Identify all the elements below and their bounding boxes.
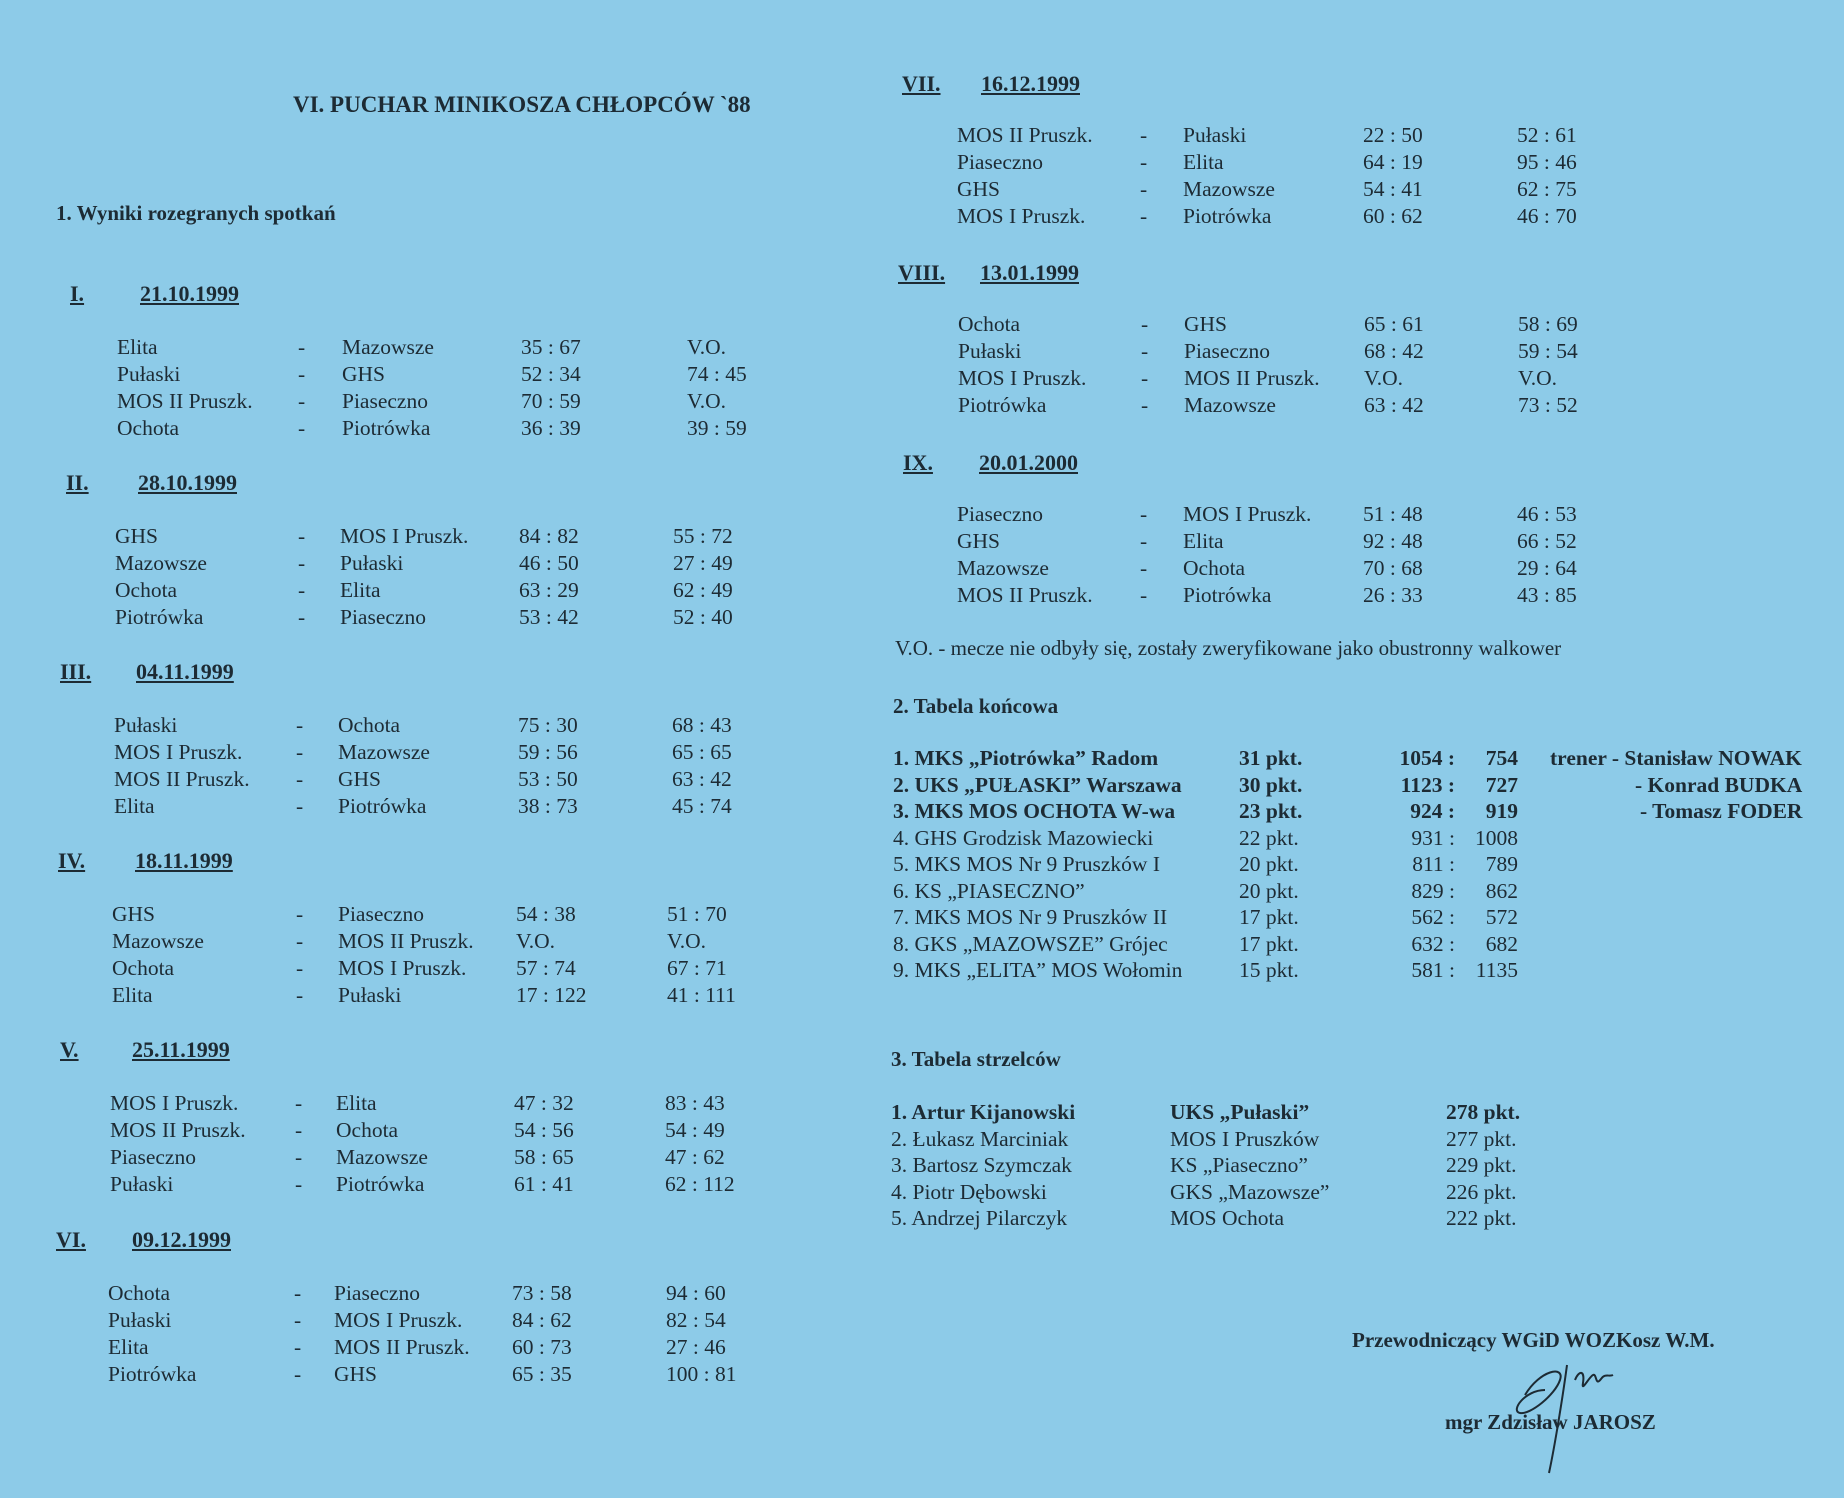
match-away: MOS II Pruszk.: [1184, 366, 1320, 390]
standings-points: 31 pkt.: [1239, 746, 1303, 770]
standings-coach: - Tomasz FODER: [1640, 799, 1803, 823]
standings-team: 5. MKS MOS Nr 9 Pruszków I: [893, 852, 1160, 876]
match-s2: 47 : 62: [665, 1145, 725, 1169]
match-away: Elita: [1183, 150, 1224, 174]
match-away: Piaseczno: [342, 389, 428, 413]
match-sep: -: [298, 389, 306, 413]
match-home: Ochota: [112, 956, 175, 980]
match-sep: -: [1140, 556, 1148, 580]
standings-points-for: 581 :: [1411, 958, 1455, 982]
match-s2: 54 : 49: [665, 1118, 725, 1142]
match-home: Mazowsze: [957, 556, 1049, 580]
standings-points-against: 862: [1485, 878, 1518, 903]
match-away: Piotrówka: [1183, 204, 1272, 228]
match-sep: -: [298, 416, 306, 440]
match-s1: 52 : 34: [521, 362, 581, 386]
match-sep: -: [294, 1335, 302, 1359]
standings-team: 4. GHS Grodzisk Mazowiecki: [893, 825, 1154, 850]
match-s1: 54 : 56: [514, 1118, 574, 1142]
standings-points-for: 632 :: [1411, 931, 1455, 956]
match-sep: -: [295, 1145, 303, 1169]
match-s2: 68 : 43: [672, 713, 732, 737]
standings-team: 1. MKS „Piotrówka” Radom: [893, 746, 1159, 770]
match-s1: 57 : 74: [516, 956, 576, 980]
match-s2: 66 : 52: [1517, 529, 1577, 553]
match-s2: V.O.: [687, 335, 727, 359]
match-sep: -: [296, 767, 304, 791]
match-s2: 82 : 54: [666, 1308, 726, 1332]
scorer-points: 229 pkt.: [1446, 1153, 1517, 1177]
match-home: MOS II Pruszk.: [957, 123, 1093, 147]
match-sep: -: [1140, 123, 1148, 147]
match-s1: 61 : 41: [514, 1172, 574, 1196]
round-date: 13.01.1999: [980, 260, 1079, 285]
match-home: Mazowsze: [115, 551, 207, 575]
match-s2: 43 : 85: [1517, 583, 1577, 607]
standings-points: 20 pkt.: [1239, 852, 1299, 876]
match-away: MOS II Pruszk.: [334, 1335, 470, 1359]
scorer-points: 277 pkt.: [1446, 1126, 1517, 1151]
match-s2: 100 : 81: [666, 1362, 737, 1386]
match-home: Piotrówka: [108, 1362, 197, 1386]
match-away: Mazowsze: [1184, 393, 1276, 417]
match-s1: 38 : 73: [518, 794, 578, 818]
match-s2: 55 : 72: [673, 524, 733, 548]
match-sep: -: [294, 1308, 302, 1332]
section-3-heading: 3. Tabela strzelców: [891, 1047, 1061, 1071]
standings-team: 6. KS „PIASECZNO”: [893, 878, 1085, 903]
vo-note: V.O. - mecze nie odbyły się, zostały zweryfikowane jako obustronny walkower: [895, 636, 1562, 660]
match-away: MOS I Pruszk.: [334, 1308, 463, 1332]
match-s1: 17 : 122: [516, 983, 587, 1007]
match-home: Ochota: [108, 1281, 171, 1305]
round-date: 21.10.1999: [140, 281, 239, 306]
match-s2: 52 : 40: [673, 605, 733, 629]
standings-coach: - Konrad BUDKA: [1635, 772, 1803, 797]
match-home: Piaseczno: [110, 1145, 196, 1169]
match-home: Pułaski: [108, 1308, 172, 1332]
standings-team: 8. GKS „MAZOWSZE” Grójec: [893, 931, 1168, 956]
match-s2: V.O.: [667, 929, 707, 953]
match-home: Elita: [108, 1335, 149, 1359]
match-home: GHS: [115, 524, 159, 548]
standings-points-against: 754: [1485, 746, 1518, 770]
standings-points-for: 829 :: [1411, 878, 1455, 903]
match-sep: -: [1141, 312, 1149, 336]
match-home: Pułaski: [114, 713, 178, 737]
match-sep: -: [1140, 502, 1148, 526]
match-home: Piotrówka: [958, 393, 1047, 417]
match-s2: 62 : 75: [1517, 177, 1577, 201]
match-away: Elita: [340, 578, 381, 602]
standings-points: 20 pkt.: [1239, 878, 1299, 903]
match-s1: 58 : 65: [514, 1145, 574, 1169]
match-away: Piotrówka: [342, 416, 431, 440]
scorer-name: 1. Artur Kijanowski: [891, 1100, 1076, 1124]
round-date: 09.12.1999: [132, 1227, 231, 1252]
match-away: GHS: [342, 362, 386, 386]
match-sep: -: [1141, 366, 1149, 390]
scorer-club: UKS „Pułaski”: [1170, 1100, 1310, 1124]
match-sep: -: [298, 605, 306, 629]
match-s1: 53 : 42: [519, 605, 579, 629]
standings-points-against: 789: [1485, 852, 1518, 876]
standings-points: 17 pkt.: [1239, 905, 1299, 929]
standings-points-for: 562 :: [1411, 905, 1455, 929]
scorer-club: KS „Piaseczno”: [1170, 1153, 1308, 1177]
match-s2: 46 : 70: [1517, 204, 1577, 228]
match-home: GHS: [112, 902, 156, 926]
match-sep: -: [295, 1118, 303, 1142]
match-s1: 64 : 19: [1363, 150, 1423, 174]
match-home: MOS II Pruszk.: [110, 1118, 246, 1142]
round-date: 20.01.2000: [979, 450, 1078, 475]
standings-points-for: 931 :: [1411, 825, 1455, 850]
scorer-club: MOS Ochota: [1170, 1206, 1285, 1230]
match-s1: 84 : 82: [519, 524, 579, 548]
match-s2: 83 : 43: [665, 1091, 725, 1115]
match-s1: 46 : 50: [519, 551, 579, 575]
match-home: MOS II Pruszk.: [957, 583, 1093, 607]
match-sep: -: [298, 335, 306, 359]
standings-points-for: 924 :: [1410, 799, 1455, 823]
standings-points-for: 1123 :: [1400, 772, 1455, 797]
match-s2: 62 : 112: [665, 1172, 735, 1196]
match-s2: 94 : 60: [666, 1281, 726, 1305]
round-number: IX.: [903, 450, 933, 475]
match-sep: -: [298, 578, 306, 602]
round-number: III.: [60, 659, 92, 684]
match-away: Pułaski: [338, 983, 402, 1007]
match-s1: 59 : 56: [518, 740, 578, 764]
match-away: Ochota: [1183, 556, 1246, 580]
standings-points-against: 919: [1485, 799, 1518, 823]
standings-team: 9. MKS „ELITA” MOS Wołomin: [893, 958, 1183, 982]
match-away: Piotrówka: [1183, 583, 1272, 607]
match-sep: -: [294, 1362, 302, 1386]
match-home: GHS: [957, 529, 1001, 553]
round-date: 25.11.1999: [132, 1037, 230, 1062]
match-s2: 51 : 70: [667, 902, 727, 926]
round-number: V.: [60, 1037, 79, 1062]
match-s1: 53 : 50: [518, 767, 578, 791]
match-home: Ochota: [958, 312, 1021, 336]
standings-points: 17 pkt.: [1239, 931, 1299, 956]
match-away: Piaseczno: [334, 1281, 420, 1305]
match-home: Elita: [117, 335, 158, 359]
match-s1: 70 : 68: [1363, 556, 1423, 580]
scorer-points: 278 pkt.: [1446, 1100, 1521, 1124]
signature-role: Przewodniczący WGiD WOZKosz W.M.: [1352, 1328, 1715, 1352]
match-s1: 60 : 62: [1363, 204, 1423, 228]
match-sep: -: [1140, 529, 1148, 553]
match-home: MOS I Pruszk.: [110, 1091, 239, 1115]
match-s2: 65 : 65: [672, 740, 732, 764]
match-s1: 60 : 73: [512, 1335, 572, 1359]
section-1-heading: 1. Wyniki rozegranych spotkań: [56, 201, 336, 225]
round-number: VII.: [902, 71, 941, 96]
match-sep: -: [294, 1281, 302, 1305]
match-sep: -: [295, 1091, 303, 1115]
match-s1: 35 : 67: [521, 335, 581, 359]
scorer-points: 226 pkt.: [1446, 1179, 1517, 1204]
match-s1: V.O.: [1364, 366, 1404, 390]
match-home: Ochota: [117, 416, 180, 440]
round-number: VIII.: [898, 260, 946, 285]
standings-points-for: 811 :: [1412, 852, 1455, 876]
match-away: Mazowsze: [342, 335, 434, 359]
match-home: Elita: [114, 794, 155, 818]
match-away: Piaseczno: [340, 605, 426, 629]
match-s2: V.O.: [687, 389, 727, 413]
match-away: MOS I Pruszk.: [340, 524, 469, 548]
match-away: Ochota: [338, 713, 401, 737]
round-number: IV.: [58, 848, 86, 873]
match-sep: -: [298, 362, 306, 386]
match-away: Ochota: [336, 1118, 399, 1142]
match-s1: 65 : 35: [512, 1362, 572, 1386]
section-2-heading: 2. Tabela końcowa: [893, 694, 1059, 718]
scorer-club: MOS I Pruszków: [1170, 1126, 1320, 1151]
match-home: MOS I Pruszk.: [957, 204, 1086, 228]
match-s2: 95 : 46: [1517, 150, 1577, 174]
match-s1: 68 : 42: [1364, 339, 1424, 363]
standings-points-for: 1054 :: [1399, 746, 1455, 770]
match-s1: V.O.: [516, 929, 556, 953]
match-away: Elita: [336, 1091, 377, 1115]
match-home: Ochota: [115, 578, 178, 602]
match-away: Pułaski: [1183, 123, 1247, 147]
scorer-points: 222 pkt.: [1446, 1206, 1517, 1230]
match-away: GHS: [338, 767, 382, 791]
document-title: VI. PUCHAR MINIKOSZA CHŁOPCÓW `88: [293, 92, 751, 117]
match-home: GHS: [957, 177, 1001, 201]
match-sep: -: [1141, 339, 1149, 363]
match-away: Piotrówka: [338, 794, 427, 818]
match-away: Elita: [1183, 529, 1224, 553]
scorer-name: 2. Łukasz Marciniak: [891, 1126, 1069, 1151]
match-home: Pułaski: [110, 1172, 174, 1196]
match-s2: 67 : 71: [667, 956, 727, 980]
match-s1: 54 : 38: [516, 902, 576, 926]
match-sep: -: [298, 524, 306, 548]
match-home: MOS I Pruszk.: [114, 740, 243, 764]
standings-team: 7. MKS MOS Nr 9 Pruszków II: [893, 905, 1168, 929]
match-s2: 29 : 64: [1517, 556, 1577, 580]
match-away: Mazowsze: [1183, 177, 1275, 201]
match-away: MOS I Pruszk.: [1183, 502, 1312, 526]
standings-points: 30 pkt.: [1239, 772, 1303, 797]
match-home: MOS II Pruszk.: [117, 389, 253, 413]
match-s2: 63 : 42: [672, 767, 732, 791]
match-home: Elita: [112, 983, 153, 1007]
signature-name: mgr Zdzisław JAROSZ: [1445, 1410, 1656, 1434]
match-home: Mazowsze: [112, 929, 204, 953]
standings-points-against: 572: [1485, 905, 1518, 929]
match-sep: -: [296, 794, 304, 818]
match-away: Mazowsze: [338, 740, 430, 764]
match-sep: -: [1140, 177, 1148, 201]
match-sep: -: [296, 929, 304, 953]
match-s2: 62 : 49: [673, 578, 733, 602]
match-away: Mazowsze: [336, 1145, 428, 1169]
match-s2: 73 : 52: [1518, 393, 1578, 417]
match-s1: 63 : 42: [1364, 393, 1424, 417]
match-away: Pułaski: [340, 551, 404, 575]
match-s2: 58 : 69: [1518, 312, 1578, 336]
match-sep: -: [1140, 150, 1148, 174]
standings-points-against: 727: [1485, 772, 1518, 797]
match-s2: 41 : 111: [667, 983, 736, 1007]
match-s1: 22 : 50: [1363, 123, 1423, 147]
match-away: Piotrówka: [336, 1172, 425, 1196]
match-s1: 26 : 33: [1363, 583, 1423, 607]
round-number: VI.: [56, 1227, 86, 1252]
match-sep: -: [1140, 583, 1148, 607]
scorer-name: 4. Piotr Dębowski: [891, 1179, 1047, 1204]
match-s1: 70 : 59: [521, 389, 581, 413]
round-number: I.: [70, 281, 85, 306]
match-s2: 27 : 46: [666, 1335, 726, 1359]
match-away: GHS: [334, 1362, 378, 1386]
match-away: MOS I Pruszk.: [338, 956, 467, 980]
standings-points-against: 1008: [1475, 825, 1518, 850]
round-number: II.: [66, 470, 89, 495]
match-away: GHS: [1184, 312, 1228, 336]
match-sep: -: [1140, 204, 1148, 228]
match-home: MOS II Pruszk.: [114, 767, 250, 791]
scorer-name: 3. Bartosz Szymczak: [891, 1153, 1072, 1177]
match-s2: 45 : 74: [672, 794, 732, 818]
standings-coach: trener - Stanisław NOWAK: [1550, 746, 1802, 770]
match-away: MOS II Pruszk.: [338, 929, 474, 953]
match-s2: 46 : 53: [1517, 502, 1577, 526]
scorer-name: 5. Andrzej Pilarczyk: [891, 1206, 1068, 1230]
standings-points-against: 682: [1485, 931, 1518, 956]
standings-team: 2. UKS „PUŁASKI” Warszawa: [893, 772, 1182, 797]
match-s1: 47 : 32: [514, 1091, 574, 1115]
match-sep: -: [296, 956, 304, 980]
match-sep: -: [295, 1172, 303, 1196]
match-away: Piaseczno: [1184, 339, 1270, 363]
match-s2: 27 : 49: [673, 551, 733, 575]
match-home: Piaseczno: [957, 150, 1043, 174]
match-s1: 73 : 58: [512, 1281, 572, 1305]
match-s2: V.O.: [1518, 366, 1558, 390]
handwritten-signature: [1505, 1335, 1655, 1475]
round-date: 16.12.1999: [981, 71, 1080, 96]
match-s2: 52 : 61: [1517, 123, 1577, 147]
match-away: Piaseczno: [338, 902, 424, 926]
match-sep: -: [296, 740, 304, 764]
match-home: Pułaski: [958, 339, 1022, 363]
round-date: 04.11.1999: [136, 659, 234, 684]
match-s1: 54 : 41: [1363, 177, 1423, 201]
match-home: MOS I Pruszk.: [958, 366, 1087, 390]
match-s1: 65 : 61: [1364, 312, 1424, 336]
match-s1: 63 : 29: [519, 578, 579, 602]
match-s2: 39 : 59: [687, 416, 747, 440]
standings-points: 15 pkt.: [1239, 958, 1299, 982]
match-s2: 59 : 54: [1518, 339, 1578, 363]
round-date: 18.11.1999: [135, 848, 233, 873]
match-sep: -: [296, 713, 304, 737]
standings-points: 23 pkt.: [1239, 799, 1303, 823]
match-sep: -: [296, 902, 304, 926]
match-s1: 75 : 30: [518, 713, 578, 737]
match-s1: 84 : 62: [512, 1308, 572, 1332]
scorer-club: GKS „Mazowsze”: [1170, 1179, 1330, 1204]
match-sep: -: [1141, 393, 1149, 417]
standings-points-against: 1135: [1475, 958, 1518, 982]
match-home: Piotrówka: [115, 605, 204, 629]
match-home: Pułaski: [117, 362, 181, 386]
match-s2: 74 : 45: [687, 362, 747, 386]
round-date: 28.10.1999: [138, 470, 237, 495]
match-sep: -: [298, 551, 306, 575]
standings-points: 22 pkt.: [1239, 825, 1299, 850]
match-s1: 51 : 48: [1363, 502, 1423, 526]
match-home: Piaseczno: [957, 502, 1043, 526]
match-sep: -: [296, 983, 304, 1007]
match-s1: 36 : 39: [521, 416, 581, 440]
standings-team: 3. MKS MOS OCHOTA W-wa: [893, 799, 1176, 823]
match-s1: 92 : 48: [1363, 529, 1423, 553]
